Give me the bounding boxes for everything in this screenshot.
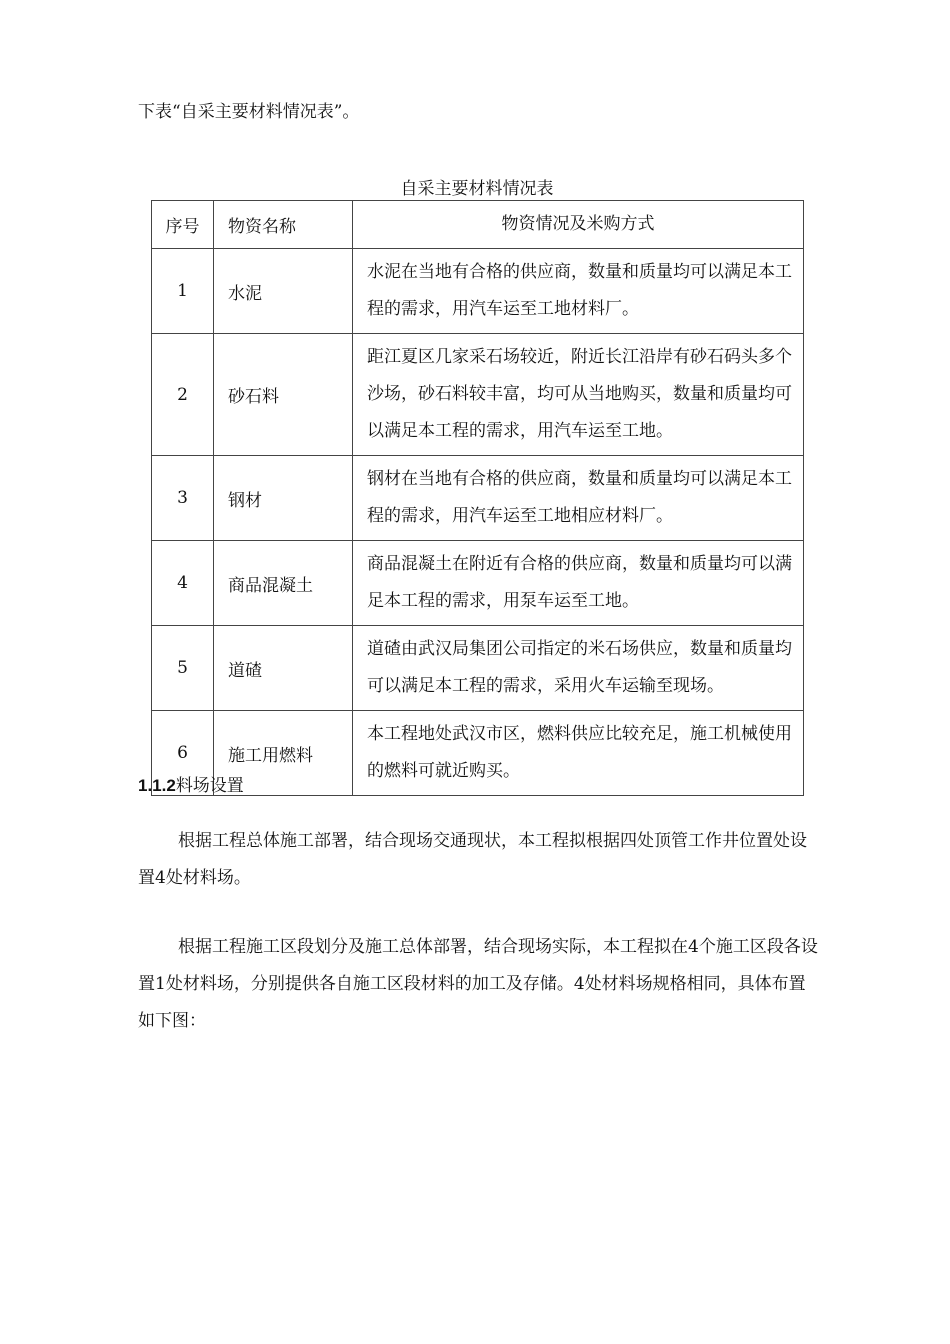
table-row — [152, 541, 804, 626]
body-paragraph: 根据工程施工区段划分及施工总体部署，结合现场实际，本工程拟在4个施工区段各设置1处材料场，分别提供各自施工区段材料的加工及存储。4处材料场规格相同，具体布置如下图： — [138, 937, 818, 1031]
row-no: 3 — [152, 456, 214, 541]
table-row — [152, 249, 804, 334]
row-name: 钢材 — [214, 456, 353, 541]
row-name: 水泥 — [214, 249, 353, 334]
body-paragraph: 根据工程总体施工部署，结合现场交通现状，本工程拟根据四处顶管工作井位置处设置4处材料场。 — [138, 831, 807, 888]
row-desc: 距江夏区几家采石场较近，附近长江沿岸有砂石码头多个沙场，砂石料较丰富，均可从当地购买，数量和质量均可以满足本工程的需求，用汽车运至工地。 — [353, 334, 804, 456]
table-row — [152, 711, 804, 796]
table-row — [152, 626, 804, 711]
row-name: 砂石料 — [214, 334, 353, 456]
header-desc: 物资情况及米购方式 — [353, 201, 804, 249]
section-number: 1.1.2 — [138, 776, 176, 795]
header-no: 序号 — [152, 201, 214, 249]
row-no: 1 — [152, 249, 214, 334]
row-desc: 水泥在当地有合格的供应商，数量和质量均可以满足本工程的需求，用汽车运至工地材料厂。 — [353, 249, 804, 334]
row-name: 施工用燃料 — [214, 711, 353, 796]
row-desc: 道碴由武汉局集团公司指定的米石场供应，数量和质量均可以满足本工程的需求，采用火车运输至现场。 — [353, 626, 804, 711]
table-caption: 自采主要材料情况表 — [400, 179, 554, 199]
row-name: 道碴 — [214, 626, 353, 711]
row-no: 2 — [152, 334, 214, 456]
row-no: 5 — [152, 626, 214, 711]
row-desc: 本工程地处武汉市区，燃料供应比较充足，施工机械使用的燃料可就近购买。 — [353, 711, 804, 796]
header-name: 物资名称 — [214, 201, 353, 249]
table-header-row — [152, 201, 804, 249]
materials-table — [151, 200, 804, 796]
intro-paragraph: 下表“自采主要材料情况表”。 — [138, 102, 360, 122]
row-no: 6 — [152, 711, 214, 796]
row-desc: 钢材在当地有合格的供应商，数量和质量均可以满足本工程的需求，用汽车运至工地相应材料厂。 — [353, 456, 804, 541]
table-row — [152, 456, 804, 541]
row-name: 商品混凝土 — [214, 541, 353, 626]
row-desc: 商品混凝土在附近有合格的供应商，数量和质量均可以满足本工程的需求，用泵车运至工地。 — [353, 541, 804, 626]
section-title: 料场设置 — [175, 776, 244, 796]
table-row — [152, 334, 804, 456]
row-no: 4 — [152, 541, 214, 626]
section-heading — [138, 771, 244, 801]
